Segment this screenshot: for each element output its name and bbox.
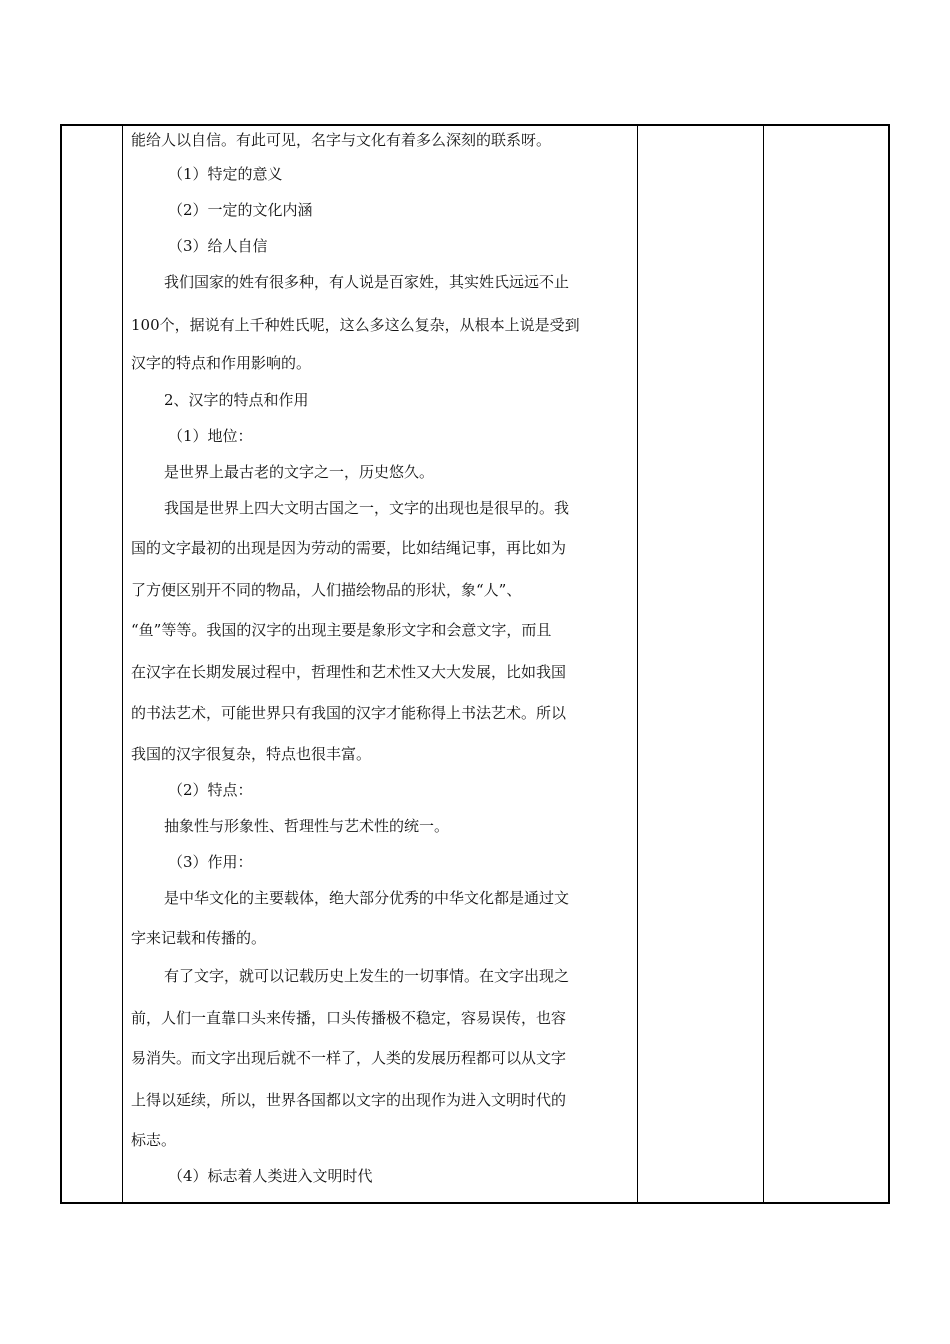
text-line: 在汉字在长期发展过程中，哲理性和艺术性又大大发展，比如我国 (131, 663, 567, 681)
text-line: 的书法艺术，可能世界只有我国的汉字才能称得上书法艺术。所以 (131, 704, 567, 722)
text-line: 了方便区别开不同的物品，人们描绘物品的形状，象“人”、 (131, 581, 522, 599)
column-divider (637, 126, 638, 1202)
text-line: 能给人以自信。有此可见，名字与文化有着多么深刻的联系呀。 (131, 131, 552, 149)
sub-heading: （2）特点： (168, 781, 253, 799)
text-line: 前，人们一直靠口头来传播，口头传播极不稳定，容易误传，也容 (131, 1009, 567, 1027)
section-heading: 2、汉字的特点和作用 (164, 391, 309, 409)
sub-heading: （4）标志着人类进入文明时代 (168, 1167, 373, 1185)
text-line: 易消失。而文字出现后就不一样了，人类的发展历程都可以从文字 (131, 1049, 567, 1067)
text-line: 标志。 (131, 1131, 177, 1149)
sub-heading: （3）作用： (168, 853, 253, 871)
column-divider (122, 126, 123, 1202)
text-line: 100个，据说有上千种姓氏呢，这么多这么复杂，从根本上说是受到 (131, 316, 580, 334)
sub-heading: （2）一定的文化内涵 (168, 201, 313, 219)
text-line: “鱼”等等。我国的汉字的出现主要是象形文字和会意文字，而且 (131, 621, 552, 639)
text-line: 上得以延续，所以，世界各国都以文字的出现作为进入文明时代的 (131, 1091, 567, 1109)
sub-heading: （3）给人自信 (168, 237, 268, 255)
sub-heading: （1）特定的意义 (168, 165, 283, 183)
text-line: 字来记载和传播的。 (131, 929, 267, 947)
text-line: 我们国家的姓有很多种，有人说是百家姓，其实姓氏远远不止 (164, 273, 570, 291)
text-line: 汉字的特点和作用影响的。 (131, 354, 312, 372)
text-line: 是中华文化的主要载体，绝大部分优秀的中华文化都是通过文 (164, 889, 570, 907)
text-line: 我国是世界上四大文明古国之一，文字的出现也是很早的。我 (164, 499, 570, 517)
column-divider (763, 126, 764, 1202)
sub-heading: （1）地位： (168, 427, 253, 445)
text-line: 国的文字最初的出现是因为劳动的需要，比如结绳记事，再比如为 (131, 539, 567, 557)
text-line: 是世界上最古老的文字之一，历史悠久。 (164, 463, 435, 481)
text-line: 抽象性与形象性、哲理性与艺术性的统一。 (164, 817, 450, 835)
text-line: 有了文字，就可以记载历史上发生的一切事情。在文字出现之 (164, 967, 570, 985)
text-line: 我国的汉字很复杂，特点也很丰富。 (131, 745, 372, 763)
